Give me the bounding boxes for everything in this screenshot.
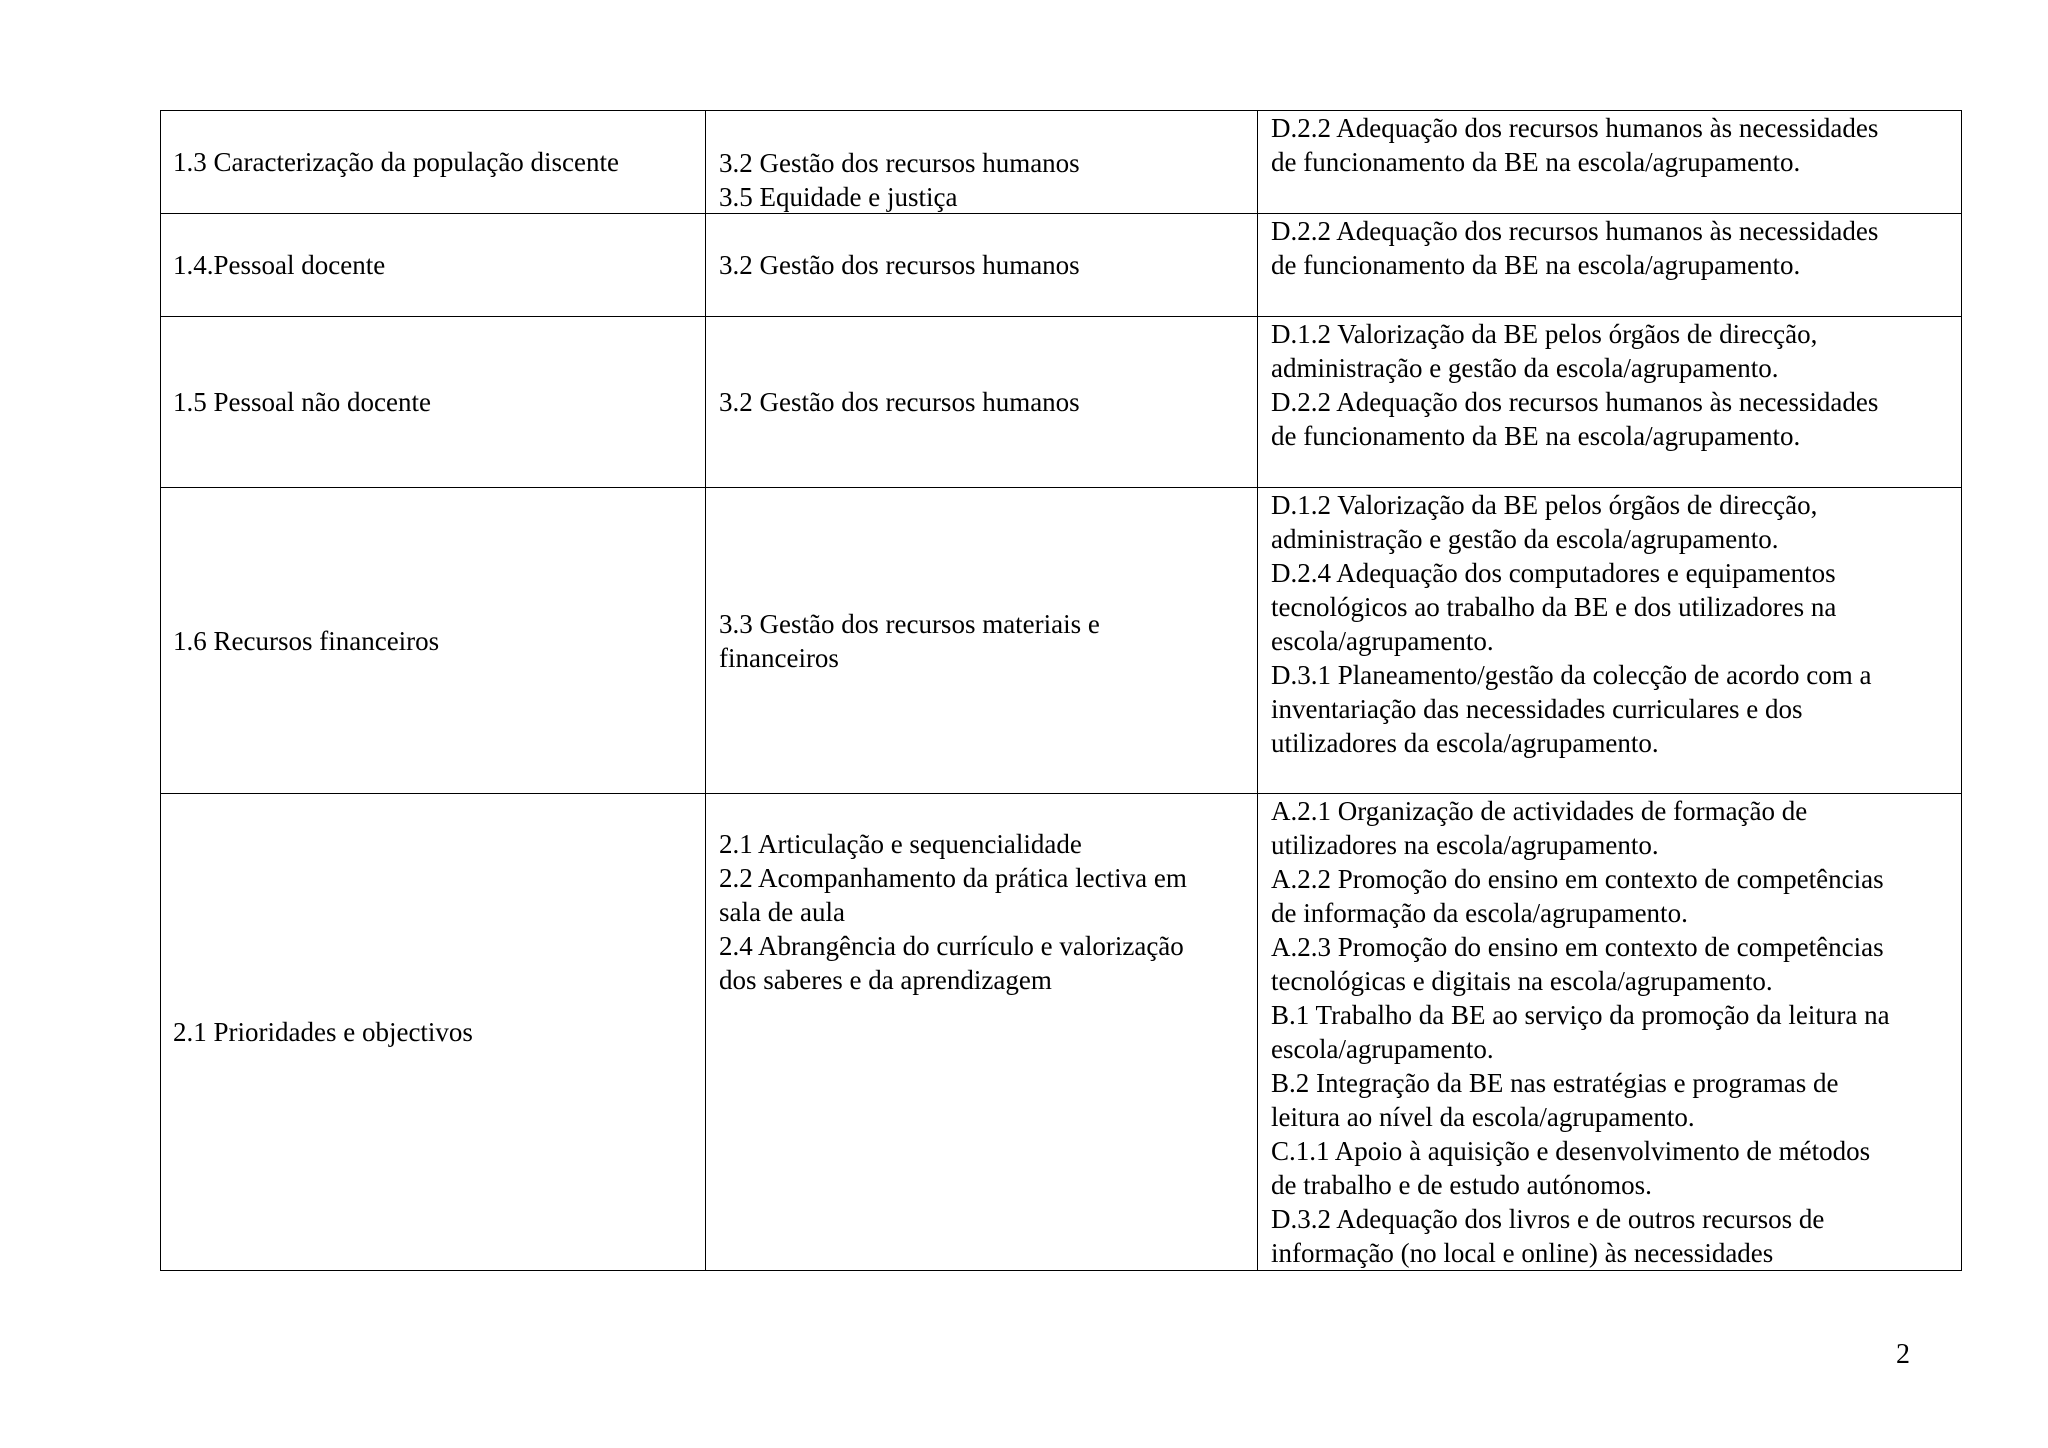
- cell-line: de informação da escola/agrupamento.: [1271, 898, 1688, 928]
- cell-line: de funcionamento da BE na escola/agrupamento.: [1271, 147, 1801, 177]
- cell-line: escola/agrupamento.: [1271, 1034, 1494, 1064]
- table-cell-indicator: [706, 488, 1258, 794]
- cell-line: 1.5 Pessoal não docente: [173, 387, 431, 417]
- cell-line: D.2.2 Adequação dos recursos humanos às necessidades: [1271, 113, 1879, 143]
- cell-line: B.1 Trabalho da BE ao serviço da promoção da leitura na: [1271, 1000, 1890, 1030]
- cell-line: 2.2 Acompanhamento da prática lectiva em: [719, 863, 1187, 893]
- table-cell-domain: [161, 111, 706, 214]
- cell-line: 1.6 Recursos financeiros: [173, 625, 440, 656]
- cell-line: tecnológicas e digitais na escola/agrupamento.: [1271, 966, 1773, 996]
- table-cell-domain: [161, 488, 706, 794]
- cell-line: administração e gestão da escola/agrupamento.: [1271, 353, 1779, 383]
- cell-line: financeiros: [719, 642, 839, 673]
- table-cell-indicator: [706, 317, 1258, 488]
- cell-line: 2.1 Prioridades e objectivos: [173, 1017, 473, 1047]
- table-cell-domain: [161, 214, 706, 317]
- table-row: [161, 214, 1962, 317]
- cell-line: D.3.2 Adequação dos livros e de outros recursos de: [1271, 1204, 1825, 1234]
- cell-line: A.2.1 Organização de actividades de formação de: [1271, 796, 1808, 826]
- cell-line: dos saberes e da aprendizagem: [719, 965, 1052, 995]
- cell-line: de funcionamento da BE na escola/agrupamento.: [1271, 250, 1801, 280]
- cell-line: 3.2 Gestão dos recursos humanos: [719, 387, 1080, 417]
- table-cell-reference: [1258, 317, 1962, 488]
- cell-line: 2.4 Abrangência do currículo e valorização: [719, 931, 1184, 961]
- table-cell-reference: [1258, 214, 1962, 317]
- table-cell-reference: [1258, 111, 1962, 214]
- cell-line: 2.1 Articulação e sequencialidade: [719, 829, 1082, 859]
- cell-line: A.2.2 Promoção do ensino em contexto de competências: [1271, 864, 1884, 894]
- cell-line: 3.2 Gestão dos recursos humanos: [719, 148, 1080, 178]
- cell-line: inventariação das necessidades curriculares e dos: [1271, 694, 1803, 724]
- cell-line: escola/agrupamento.: [1271, 626, 1494, 656]
- table-cell-indicator: [706, 214, 1258, 317]
- table-cell-reference: [1258, 488, 1962, 794]
- table-cell-domain: [161, 317, 706, 488]
- cell-line: de trabalho e de estudo autónomos.: [1271, 1170, 1652, 1200]
- cell-line: B.2 Integração da BE nas estratégias e programas de: [1271, 1068, 1839, 1098]
- cell-line: A.2.3 Promoção do ensino em contexto de competências: [1271, 932, 1884, 962]
- cell-line: de funcionamento da BE na escola/agrupamento.: [1271, 421, 1801, 451]
- table-row: [161, 488, 1962, 794]
- cell-line: D.2.2 Adequação dos recursos humanos às necessidades: [1271, 387, 1879, 417]
- cell-line: utilizadores na escola/agrupamento.: [1271, 830, 1659, 860]
- cell-line: D.1.2 Valorização da BE pelos órgãos de direcção,: [1271, 319, 1818, 349]
- page-number: 2: [1896, 1339, 1910, 1370]
- table-cell-indicator: [706, 794, 1258, 1271]
- table-cell-domain: [161, 794, 706, 1271]
- cell-line: utilizadores da escola/agrupamento.: [1271, 728, 1659, 758]
- cell-line: D.1.2 Valorização da BE pelos órgãos de direcção,: [1271, 490, 1818, 520]
- cell-line: 1.4.Pessoal docente: [173, 250, 386, 280]
- table-cell-indicator: [706, 111, 1258, 214]
- cell-line: informação (no local e online) às necessidades: [1271, 1238, 1774, 1268]
- cell-line: 3.3 Gestão dos recursos materiais e: [719, 608, 1100, 639]
- cell-line: administração e gestão da escola/agrupamento.: [1271, 524, 1779, 554]
- cell-line: D.2.2 Adequação dos recursos humanos às necessidades: [1271, 216, 1879, 246]
- cell-line: 3.2 Gestão dos recursos humanos: [719, 250, 1080, 280]
- cell-line: tecnológicos ao trabalho da BE e dos utilizadores na: [1271, 592, 1837, 622]
- cell-line: D.3.1 Planeamento/gestão da colecção de acordo com a: [1271, 660, 1872, 690]
- cell-line: 1.3 Caracterização da população discente: [173, 147, 620, 177]
- cell-line: sala de aula: [719, 897, 845, 927]
- cell-line: D.2.4 Adequação dos computadores e equipamentos: [1271, 558, 1836, 588]
- cell-line: C.1.1 Apoio à aquisição e desenvolvimento de métodos: [1271, 1136, 1871, 1166]
- table-row: [161, 317, 1962, 488]
- cell-line: leitura ao nível da escola/agrupamento.: [1271, 1102, 1695, 1132]
- table-row: [161, 794, 1962, 1271]
- table-cell-reference: [1258, 794, 1962, 1271]
- mapping-table: [160, 110, 1962, 1271]
- table-row: [161, 111, 1962, 214]
- cell-line: 3.5 Equidade e justiça: [719, 182, 958, 212]
